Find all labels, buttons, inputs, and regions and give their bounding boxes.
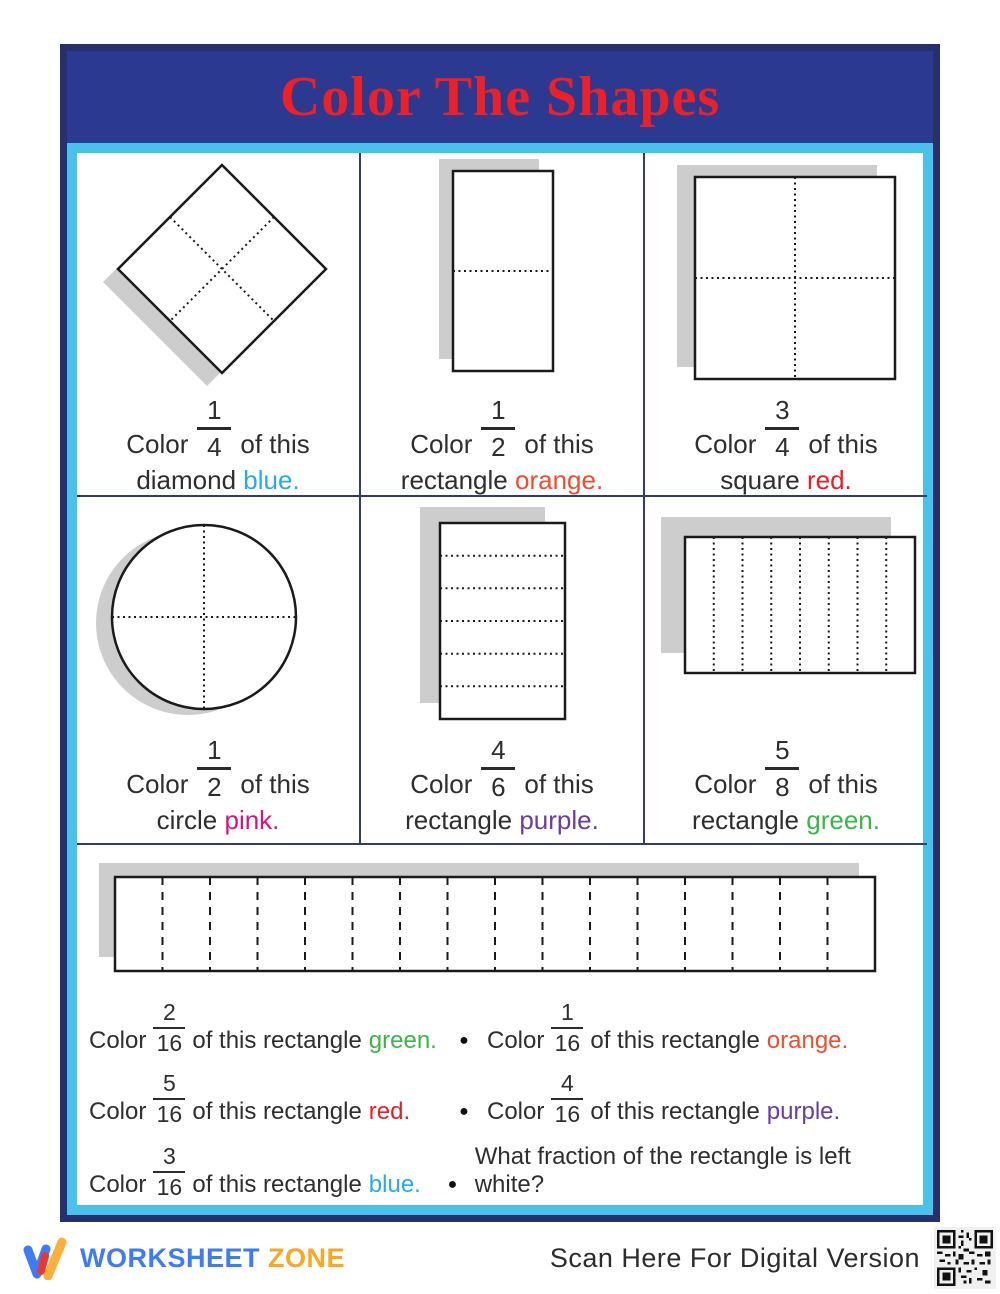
task-row	[89, 1143, 913, 1199]
fraction-denominator: 2	[481, 427, 515, 460]
caption-pre: Color	[694, 428, 757, 459]
caption-pre: Color	[126, 428, 189, 459]
fraction-numerator: 1	[491, 395, 506, 425]
cell-caption	[77, 737, 359, 836]
task-rest: of this rectangle	[590, 1027, 760, 1054]
question-text: What fraction of the rectangle is left white?	[474, 1143, 851, 1198]
brand-worksheet: WORKSHEET	[80, 1242, 260, 1273]
shapes-grid-row-1	[77, 153, 923, 497]
caption-pre: Color	[410, 768, 473, 799]
cell-caption	[645, 737, 927, 836]
bullet-icon: ●	[447, 1176, 458, 1193]
fraction-numerator: 3	[162, 1143, 176, 1169]
scan-text: Scan Here For Digital Version	[549, 1242, 920, 1273]
task-row	[89, 1001, 913, 1055]
task-color-word: purple.	[766, 1098, 841, 1125]
caption-post: of this	[808, 428, 878, 459]
fraction-numerator: 4	[491, 735, 506, 765]
header-band	[67, 51, 933, 143]
cell-caption	[645, 397, 927, 496]
cell-rectangle-eighths	[645, 497, 927, 845]
fraction-numerator: 2	[162, 999, 176, 1025]
caption-color-word: purple.	[519, 805, 599, 835]
task-item	[487, 1001, 848, 1055]
fraction-denominator: 2	[197, 767, 231, 800]
caption-color-word: blue.	[243, 465, 300, 495]
task-pre: Color	[89, 1027, 147, 1054]
fraction	[765, 397, 799, 460]
caption-color-word: green.	[806, 805, 880, 835]
caption-pre: Color	[694, 768, 757, 799]
cell-diamond	[77, 153, 361, 497]
task-item	[475, 1143, 913, 1199]
caption-color-word: pink.	[224, 805, 280, 835]
bottom-section	[77, 845, 923, 1199]
square-quarters-shape	[645, 153, 927, 397]
fraction-numerator: 5	[775, 735, 790, 765]
task-pre: Color	[487, 1027, 545, 1054]
diamond-shape	[77, 153, 359, 397]
task-color-word: green.	[368, 1027, 437, 1054]
task-rest: of this rectangle	[192, 1027, 362, 1054]
brand-text	[80, 1243, 345, 1274]
qr-code	[934, 1227, 996, 1289]
caption-post: of this	[524, 428, 594, 459]
rectangle-eighths-shape	[645, 497, 927, 737]
tasks-list	[77, 981, 923, 1199]
task-rest: of this rectangle	[192, 1171, 362, 1198]
caption-post: of this	[524, 768, 594, 799]
fraction-denominator: 16	[551, 1098, 583, 1126]
fraction	[551, 1072, 583, 1126]
rectangle-sixteenths-shape	[77, 851, 923, 981]
caption-color-word: orange.	[515, 465, 604, 495]
cell-caption	[77, 397, 359, 496]
task-item	[89, 1145, 430, 1199]
cell-circle	[77, 497, 361, 845]
fraction	[153, 1145, 185, 1199]
worksheet-card	[60, 44, 940, 1222]
task-item	[89, 1072, 441, 1126]
shapes-grid-row-2	[77, 497, 923, 845]
circle-shape	[77, 497, 359, 737]
bullet-icon: ●	[459, 1103, 469, 1120]
fraction-numerator: 3	[775, 395, 790, 425]
cell-rectangle-sixths	[361, 497, 645, 845]
caption-noun: square	[720, 465, 800, 495]
task-pre: Color	[89, 1098, 147, 1125]
fraction-denominator: 16	[551, 1027, 583, 1055]
fraction	[481, 397, 515, 460]
fraction-denominator: 4	[765, 427, 799, 460]
cell-caption	[361, 737, 643, 836]
fraction	[481, 737, 515, 800]
caption-noun: diamond	[136, 465, 237, 495]
task-item	[487, 1072, 840, 1126]
fraction	[197, 397, 231, 460]
caption-noun: rectangle	[400, 465, 508, 495]
fraction	[153, 1001, 185, 1055]
fraction-numerator: 1	[207, 395, 222, 425]
fraction-denominator: 16	[153, 1098, 185, 1126]
task-color-word: red.	[368, 1098, 411, 1125]
fraction-denominator: 4	[197, 427, 231, 460]
task-rest: of this rectangle	[192, 1098, 362, 1125]
task-pre: Color	[487, 1098, 545, 1125]
caption-post: of this	[240, 768, 310, 799]
task-color-word: blue.	[368, 1171, 421, 1198]
fraction	[765, 737, 799, 800]
fraction-denominator: 6	[481, 767, 515, 800]
fraction-denominator: 8	[765, 767, 799, 800]
cell-square-quarters	[645, 153, 927, 497]
fraction-denominator: 16	[153, 1027, 185, 1055]
task-pre: Color	[89, 1171, 147, 1198]
fraction-numerator: 4	[560, 1070, 574, 1096]
caption-pre: Color	[126, 768, 189, 799]
brand-zone: ZONE	[268, 1242, 346, 1273]
fraction	[551, 1001, 583, 1055]
rectangle-sixths-shape	[361, 497, 643, 737]
caption-post: of this	[808, 768, 878, 799]
caption-post: of this	[240, 428, 310, 459]
footer	[0, 1222, 1000, 1294]
caption-color-word: red.	[806, 465, 852, 495]
worksheetzone-w-icon	[22, 1236, 70, 1280]
fraction-numerator: 1	[560, 999, 574, 1025]
caption-pre: Color	[410, 428, 473, 459]
cell-caption	[361, 397, 643, 496]
fraction	[197, 737, 231, 800]
worksheetzone-logo	[22, 1236, 345, 1280]
task-color-word: orange.	[766, 1027, 849, 1054]
task-rest: of this rectangle	[590, 1098, 760, 1125]
fraction-numerator: 5	[162, 1070, 176, 1096]
page-title: Color The Shapes	[279, 66, 721, 128]
caption-noun: rectangle	[405, 805, 513, 835]
caption-noun: rectangle	[692, 805, 799, 835]
content-frame	[67, 143, 933, 1215]
task-row	[89, 1072, 913, 1126]
fraction	[153, 1072, 185, 1126]
rectangle-halves-shape	[361, 153, 643, 397]
fraction-numerator: 1	[207, 735, 222, 765]
qr-code-pattern	[937, 1230, 993, 1286]
caption-noun: circle	[156, 805, 218, 835]
bullet-icon: ●	[459, 1032, 469, 1049]
cell-rectangle-halves	[361, 153, 645, 497]
fraction-denominator: 16	[153, 1171, 185, 1199]
task-item	[89, 1001, 441, 1055]
